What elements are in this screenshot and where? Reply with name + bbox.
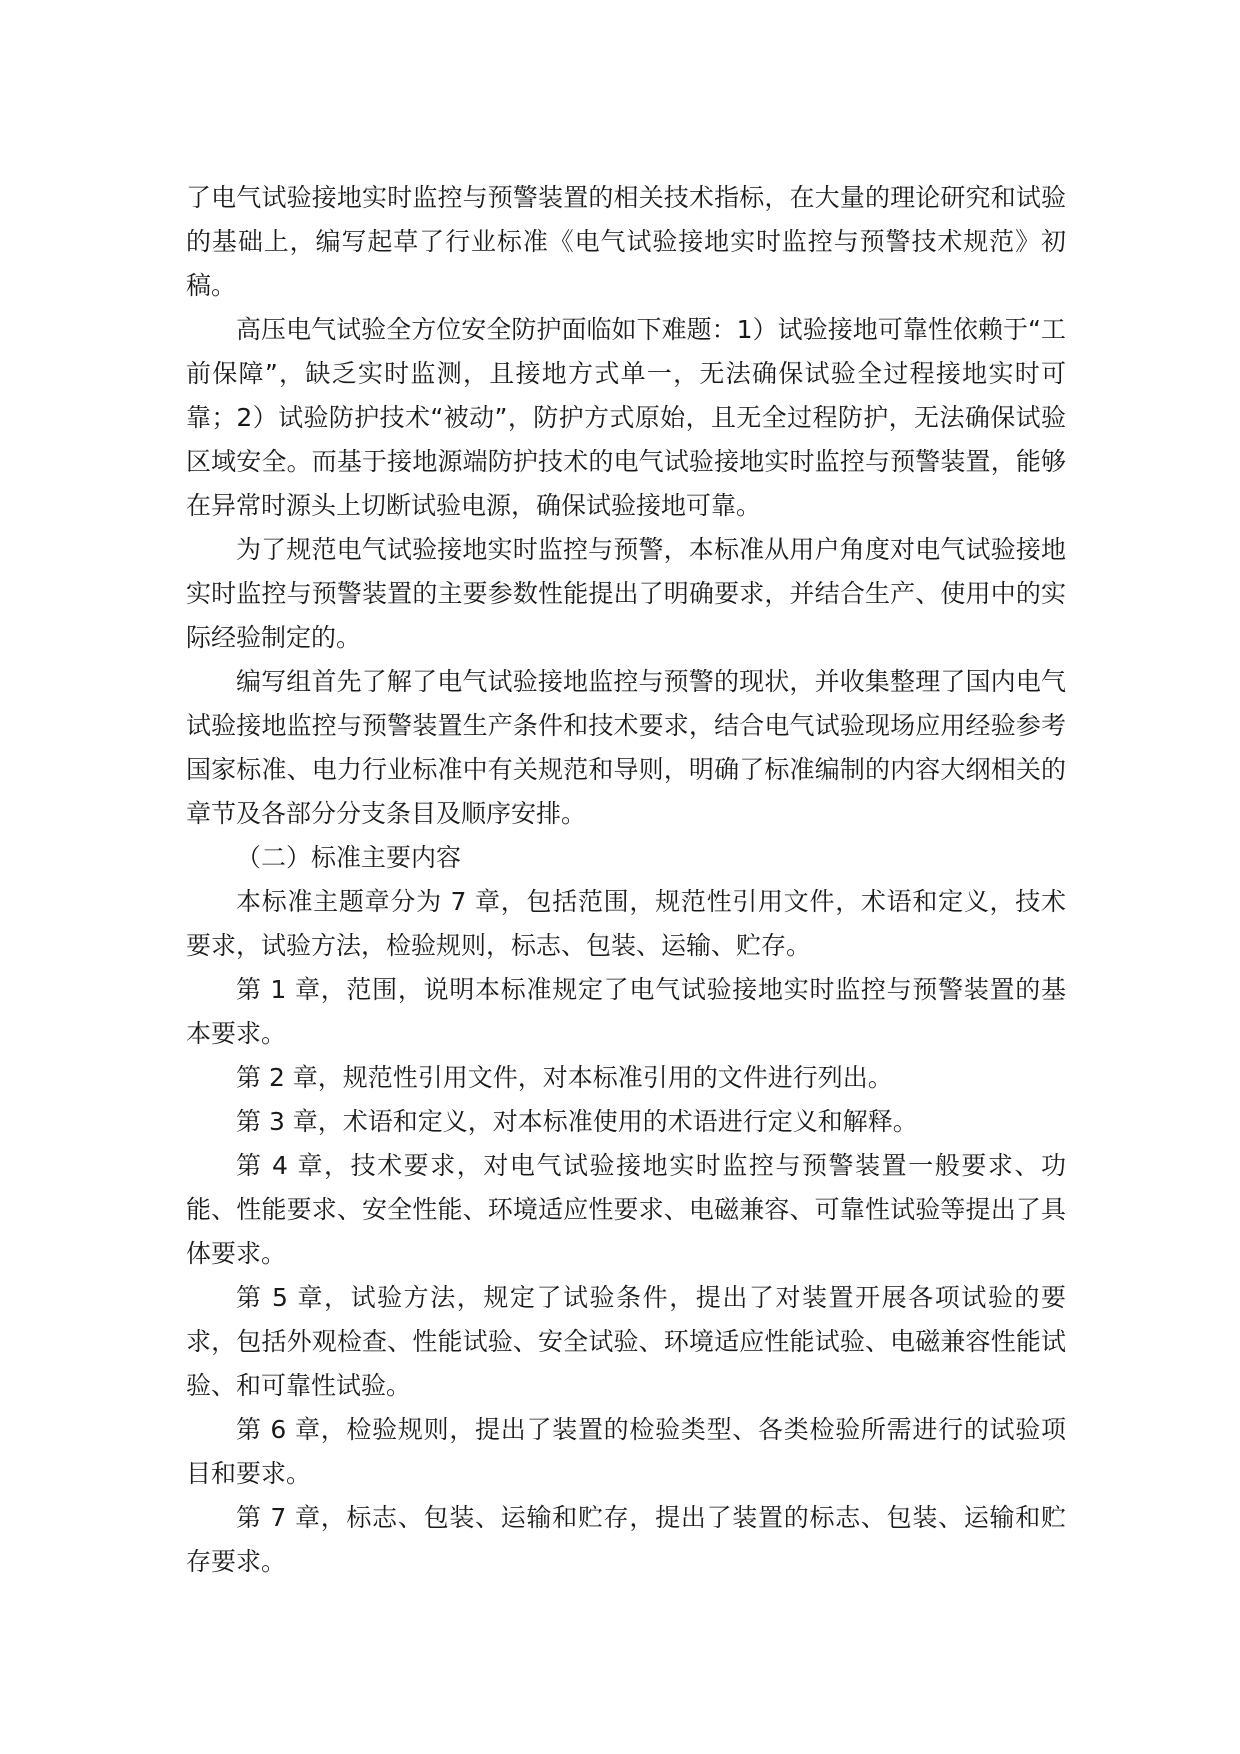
document-body xyxy=(186,176,1066,1584)
paragraph-purpose: 为了规范电气试验接地实时监控与预警，本标准从用户角度对电气试验接地实时监控与预警装置的主要参数性能提出了明确要求，并结合生产、使用中的实际经验制定的。 xyxy=(186,535,1066,652)
paragraph-chapter-1: 第 1 章，范围，说明本标准规定了电气试验接地实时监控与预警装置的基本要求。 xyxy=(186,975,1066,1048)
paragraph-chapter-3: 第 3 章，术语和定义，对本标准使用的术语进行定义和解释。 xyxy=(236,1107,918,1136)
paragraph-chapter-7: 第 7 章，标志、包装、运输和贮存，提出了装置的标志、包装、运输和贮存要求。 xyxy=(186,1503,1066,1576)
paragraph-continuation: 了电气试验接地实时监控与预警装置的相关技术指标，在大量的理论研究和试验的基础上，编写起草了行业标准《电气试验接地实时监控与预警技术规范》初稿。 xyxy=(186,183,1066,300)
paragraph-drafting-process: 编写组首先了解了电气试验接地监控与预警的现状，并收集整理了国内电气试验接地监控与预警装置生产条件和技术要求，结合电气试验现场应用经验参考国家标准、电力行业标准中有关规范和导则，明确了标准编制的内容大纲相关的章节及各部分分支条目及顺序安排。 xyxy=(186,667,1066,828)
paragraph-chapter-overview: 本标准主题章分为 7 章，包括范围，规范性引用文件，术语和定义，技术要求，试验方法，检验规则，标志、包装、运输、贮存。 xyxy=(186,887,1066,960)
paragraph-chapter-6: 第 6 章，检验规则，提出了装置的检验类型、各类检验所需进行的试验项目和要求。 xyxy=(186,1415,1066,1488)
paragraph-chapter-2: 第 2 章，规范性引用文件，对本标准引用的文件进行列出。 xyxy=(236,1063,893,1092)
section-heading-main-content: （二）标准主要内容 xyxy=(236,843,462,872)
paragraph-chapter-4: 第 4 章，技术要求，对电气试验接地实时监控与预警装置一般要求、功能、性能要求、安全性能、环境适应性要求、电磁兼容、可靠性试验等提出了具体要求。 xyxy=(186,1151,1066,1268)
paragraph-difficulties: 高压电气试验全方位安全防护面临如下难题：1）试验接地可靠性依赖于“工前保障”，缺乏实时监测，且接地方式单一，无法确保试验全过程接地实时可靠；2）试验防护技术“被动”，防护方式原始，且无全过程防护，无法确保试验区域安全。而基于接地源端防护技术的电气试验接地实时监控与预警装置，能够在异常时源头上切断试验电源，确保试验接地可靠。 xyxy=(186,315,1066,520)
paragraph-chapter-5: 第 5 章，试验方法，规定了试验条件，提出了对装置开展各项试验的要求，包括外观检查、性能试验、安全试验、环境适应性能试验、电磁兼容性能试验、和可靠性试验。 xyxy=(186,1283,1066,1400)
